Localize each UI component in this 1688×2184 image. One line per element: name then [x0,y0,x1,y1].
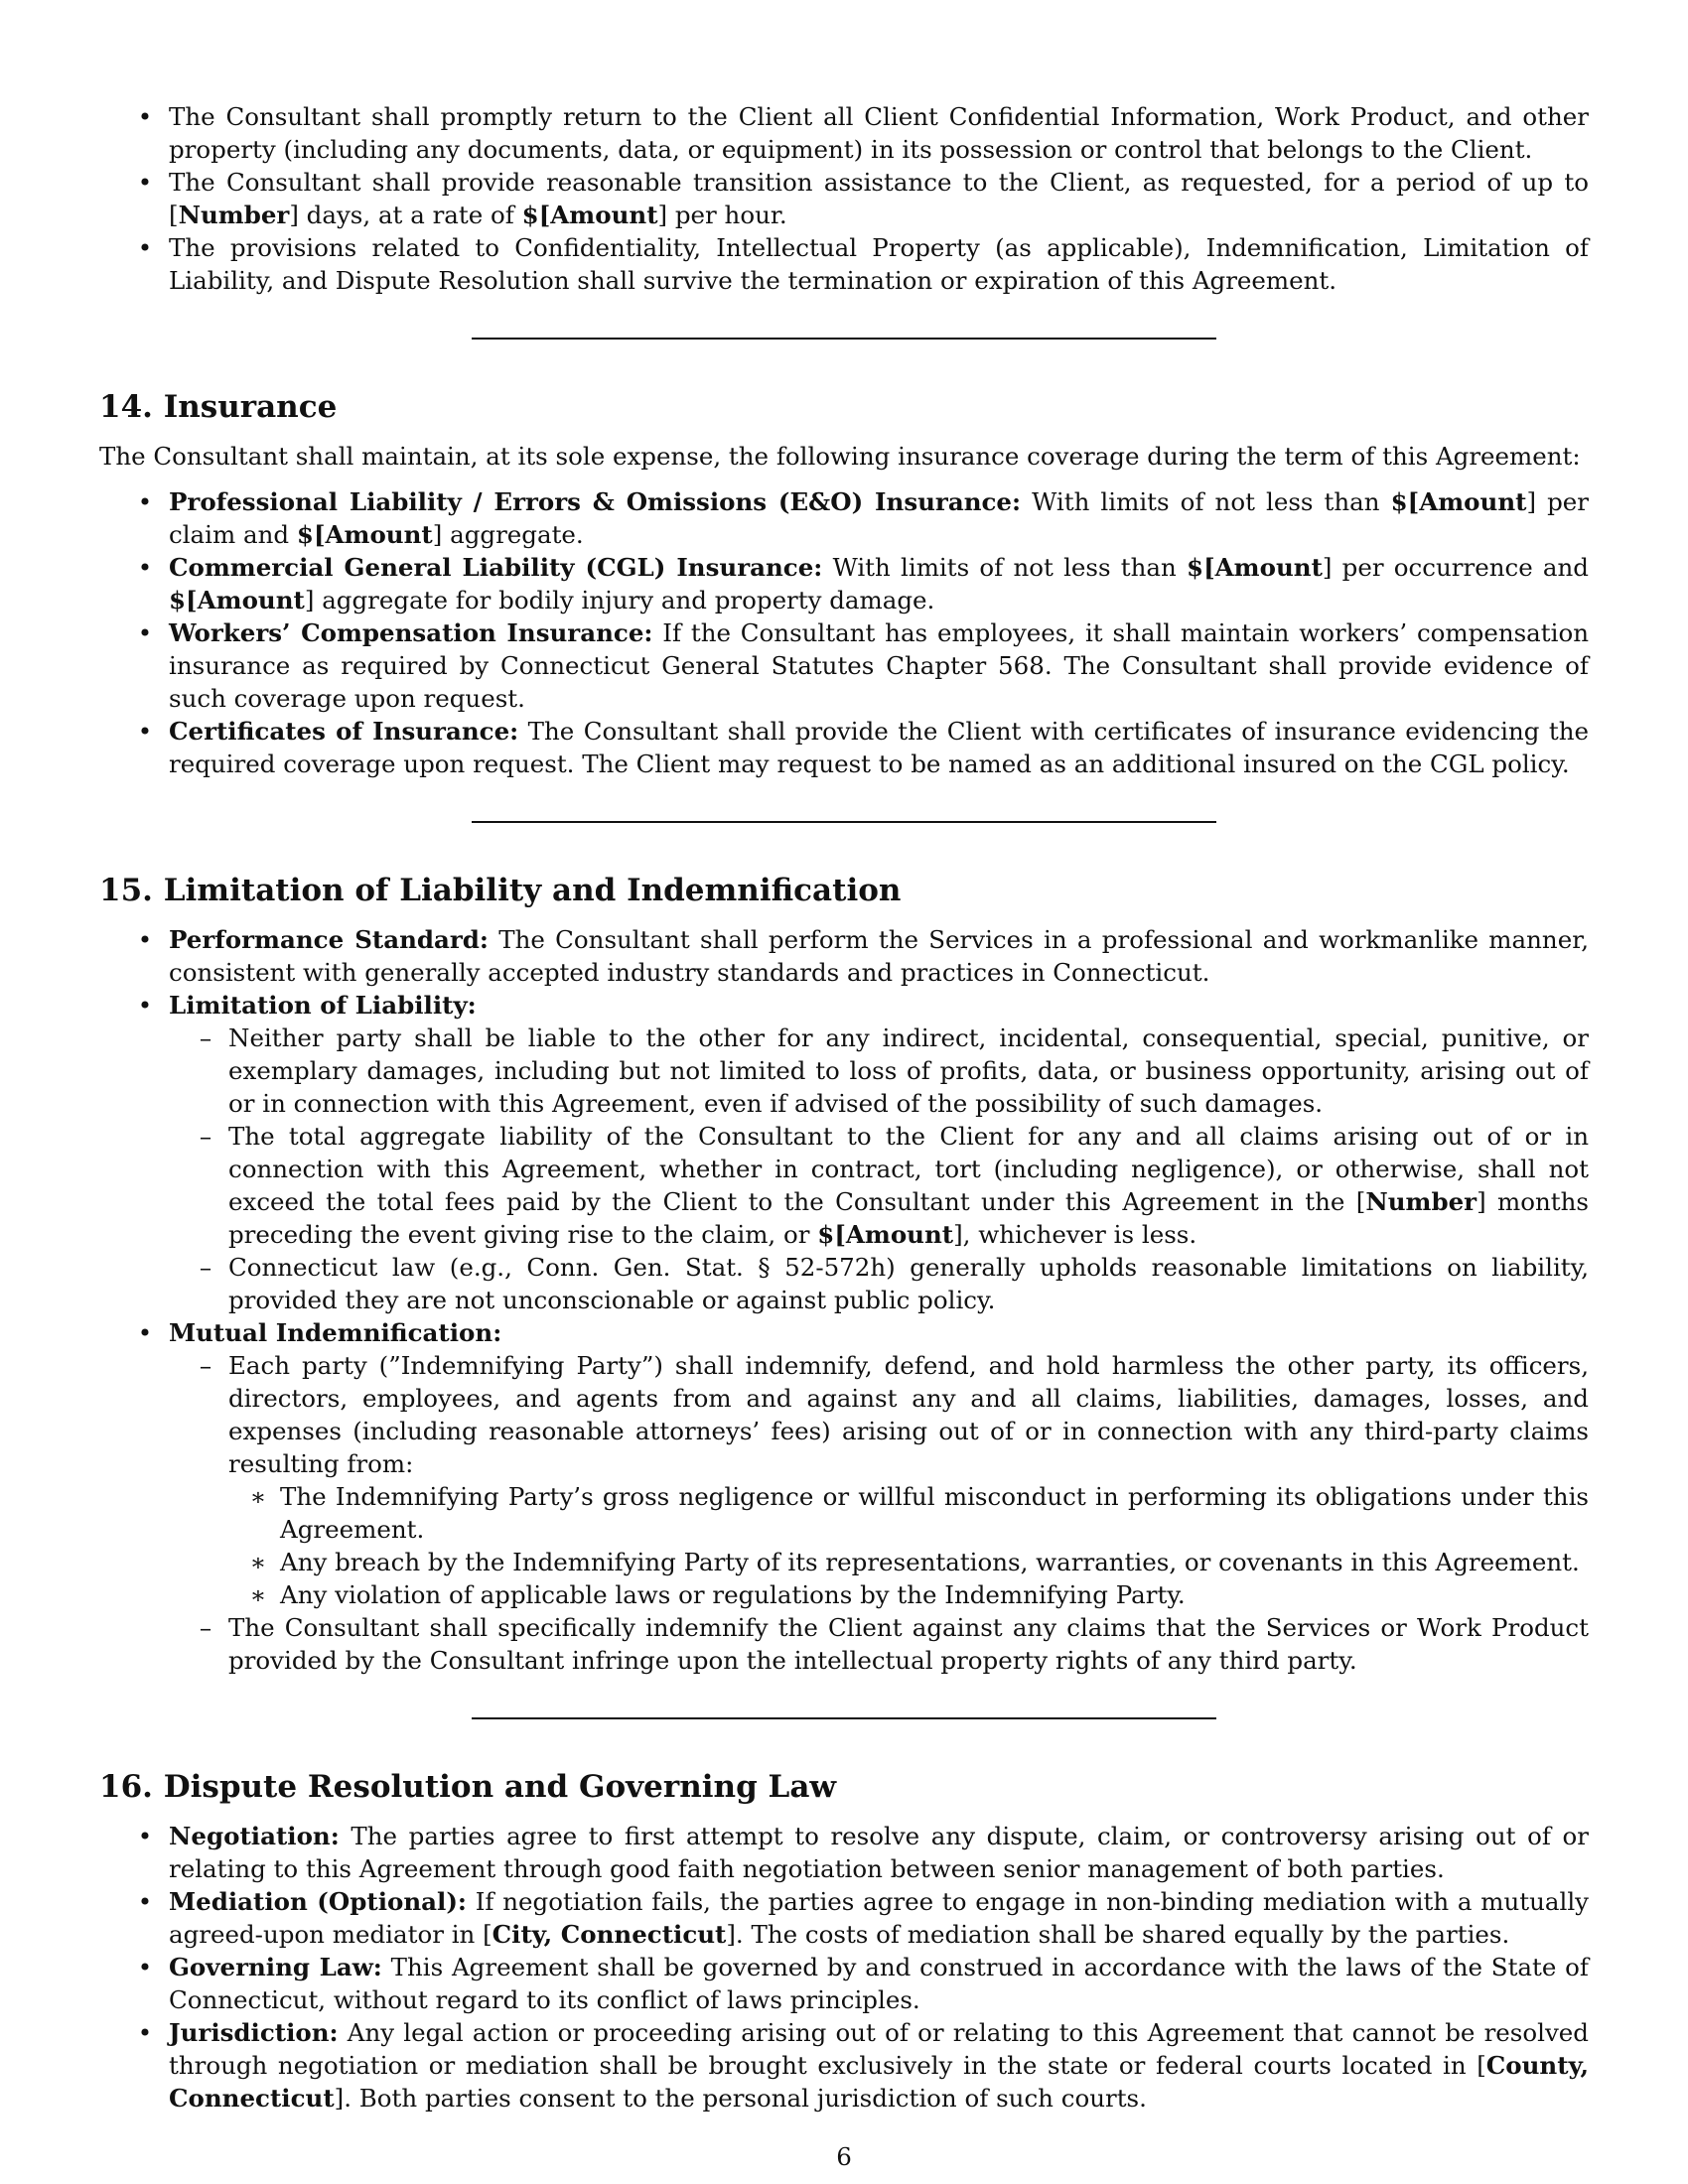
list-item [99,1820,1589,1885]
list-item [99,166,1589,231]
sub-sub-list-item [228,1578,1589,1611]
dash-icon: – [199,1122,212,1151]
list-item-text: The total aggregate liability of the Consultant to the Client for any and all claims arising out of or in connection with this Agreement, whether in contract, tort (including negligence), or otherwise, shall not exceed the total fees paid by the Client to the Consultant under this Agreement in the [Number] months preceding the event giving rise to the claim, or $[Amount], whichever is less. [228,1122,1589,1249]
sub-list-item [169,1120,1589,1251]
dispute-resolution-list [99,1820,1589,2115]
section-15-heading: 15. Limitation of Liability and Indemnification [99,873,902,908]
list-item-text: Connecticut law (e.g., Conn. Gen. Stat. § 52-572h) generally upholds reasonable limitations on liability, provided they are not unconscionable or against public policy. [228,1253,1589,1314]
bullet-icon: • [137,487,153,516]
insurance-list [99,485,1589,780]
sub-list-item [169,1611,1589,1677]
sub-list-item [169,1349,1589,1611]
list-item-text: Jurisdiction: Any legal action or proceeding arising out of or relating to this Agreement that cannot be resolved through negotiation or mediation shall be brought exclusively in the state or federal courts located in [County, Connecticut]. Both parties consent to the personal jurisdiction of such courts. [169,2018,1589,2113]
section-divider [472,1717,1216,1719]
list-item [99,715,1589,780]
list-item-text: The Consultant shall specifically indemnify the Client against any claims that the Services or Work Product provided by the Consultant infringe upon the intellectual property rights of any third party. [228,1613,1589,1675]
dash-icon: – [199,1351,212,1380]
nested-list [169,1349,1589,1677]
list-item [99,923,1589,989]
list-item-text: Negotiation: The parties agree to first attempt to resolve any dispute, claim, or controversy arising out of or relating to this Agreement through good faith negotiation between senior management of both parties. [169,1822,1589,1883]
sub-sub-list-item [228,1480,1589,1546]
dash-icon: – [199,1613,212,1642]
section-14-intro: The Consultant shall maintain, at its sole expense, the following insurance coverage during the term of this Agreement: [99,442,1581,471]
list-item-text: Limitation of Liability: [169,991,477,1020]
list-item-text: Commercial General Liability (CGL) Insurance: With limits of not less than $[Amount] per occurrence and $[Amount] aggregate for bodily injury and property damage. [169,553,1589,614]
list-item [99,1316,1589,1677]
list-item-text: Any breach by the Indemnifying Party of its representations, warranties, or covenants in this Agreement. [280,1548,1580,1576]
list-item [99,100,1589,166]
liability-list [99,923,1589,1677]
bullet-icon: • [137,1822,153,1850]
list-item-text: Mutual Indemnification: [169,1318,502,1347]
bullet-icon: • [137,991,153,1020]
list-item-text: Mediation (Optional): If negotiation fails, the parties agree to engage in non-binding mediation with a mutually agreed-upon mediator in [City, Connecticut]. The costs of mediation shall be shared equally by the parties. [169,1887,1589,1949]
list-item [99,1885,1589,1951]
list-item-text: Each party (”Indemnifying Party”) shall indemnify, defend, and hold harmless the other party, its officers, directors, employees, and agents from and against any and all claims, liabilities, damages, losses, and expenses (including reasonable attorneys’ fees) arising out of or in connection with any third-party claims resulting from: [228,1351,1589,1478]
dash-icon: – [199,1024,212,1052]
list-item-text: Neither party shall be liable to the other for any indirect, incidental, consequential, special, punitive, or exemplary damages, including but not limited to loss of profits, data, or business opportunity, arising out of or in connection with this Agreement, even if advised of the possibility of such damages. [228,1024,1589,1118]
termination-obligations-list [99,100,1589,297]
bullet-icon: • [137,717,153,746]
sub-list-item [169,1251,1589,1316]
section-divider [472,338,1216,340]
bullet-icon: • [137,1318,153,1347]
list-item [99,485,1589,551]
bullet-icon: • [137,168,153,197]
list-item-text: Any violation of applicable laws or regulations by the Indemnifying Party. [280,1580,1186,1609]
list-item-text: The Indemnifying Party’s gross negligence or willful misconduct in performing its obligations under this Agreement. [280,1482,1589,1544]
list-item [99,989,1589,1316]
sub-sub-list-item [228,1546,1589,1578]
bullet-icon: • [137,1953,153,1981]
sub-list-item [169,1022,1589,1120]
list-item [99,2016,1589,2115]
list-item-text: Governing Law: This Agreement shall be governed by and construed in accordance with the laws of the State of Connecticut, without regard to its conflict of laws principles. [169,1953,1589,2014]
list-item-text: Performance Standard: The Consultant shall perform the Services in a professional and workmanlike manner, consistent with generally accepted industry standards and practices in Connecticut. [169,925,1590,987]
page-content [99,100,1589,2115]
nested-list [169,1022,1589,1316]
section-divider [472,821,1216,823]
list-item-text: Professional Liability / Errors & Omissions (E&O) Insurance: With limits of not less than $[Amount] per claim and $[Amount] aggregate. [169,487,1589,549]
page-number: 6 [836,2142,852,2171]
list-item-text: The Consultant shall promptly return to the Client all Client Confidential Information, Work Product, and other property (including any documents, data, or equipment) in its possession or control that belongs to the Client. [169,102,1589,164]
bullet-icon: • [137,2018,153,2047]
list-item-text: Workers’ Compensation Insurance: If the Consultant has employees, it shall maintain workers’ compensation insurance as required by Connecticut General Statutes Chapter 568. The Consultant shall provide evidence of such coverage upon request. [169,618,1590,713]
list-item [99,1951,1589,2016]
list-item [99,551,1589,616]
dash-icon: – [199,1253,212,1282]
bullet-icon: • [137,618,153,647]
bullet-icon: • [137,102,153,131]
section-14-heading: 14. Insurance [99,389,338,425]
bullet-icon: • [137,233,153,262]
bullet-icon: • [137,1887,153,1916]
nested-list [228,1480,1589,1611]
asterisk-icon: ∗ [249,1580,267,1609]
list-item-text: The provisions related to Confidentiality, Intellectual Property (as applicable), Indemnification, Limitation of Liability, and Dispute Resolution shall survive the termination or expiration of this Agreement. [169,233,1589,295]
section-16-heading: 16. Dispute Resolution and Governing Law [99,1769,837,1805]
list-item-text: Certificates of Insurance: The Consultant shall provide the Client with certificates of insurance evidencing the required coverage upon request. The Client may request to be named as an additional insured on the CGL policy. [169,717,1589,778]
list-item [99,616,1589,715]
asterisk-icon: ∗ [249,1482,267,1511]
list-item [99,231,1589,297]
bullet-icon: • [137,553,153,582]
asterisk-icon: ∗ [249,1548,267,1576]
bullet-icon: • [137,925,153,954]
list-item-text: The Consultant shall provide reasonable transition assistance to the Client, as requested, for a period of up to [Number] days, at a rate of $[Amount] per hour. [169,168,1589,229]
